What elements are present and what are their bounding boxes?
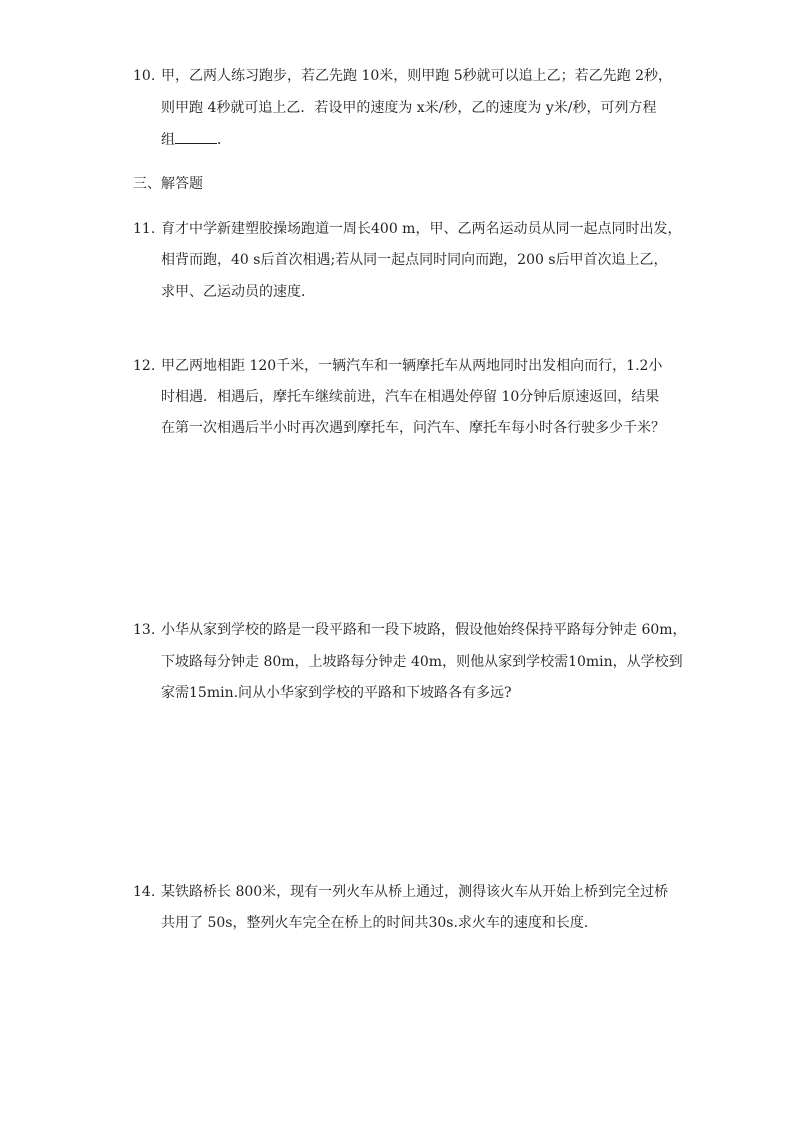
question-14-number: 14. bbox=[133, 884, 156, 900]
question-13-number: 13. bbox=[133, 622, 156, 638]
question-12-line-1: 甲乙两地相距 120千米，一辆汽车和一辆摩托车从两地同时出发相向而行，1.2小 bbox=[161, 358, 663, 374]
question-13-line-3: 家需15min.问从小华家到学校的平路和下坡路各有多远? bbox=[161, 685, 512, 701]
question-10-number: 10. bbox=[133, 68, 156, 84]
question-11-number: 11. bbox=[133, 221, 156, 237]
question-12-line-3: 在第一次相遇后半小时再次遇到摩托车，问汽车、摩托车每小时各行驶多少千米？ bbox=[161, 420, 665, 436]
section-title: 三、解答题 bbox=[133, 176, 203, 192]
question-11-line-3: 求甲、乙运动员的速度． bbox=[161, 284, 315, 300]
question-10-line-3-end: ． bbox=[217, 132, 231, 148]
question-10-line-3-text: 组 bbox=[161, 132, 175, 148]
question-12-line-2: 时相遇．相遇后，摩托车继续前进，汽车在相遇处停留 10分钟后原速返回，结果 bbox=[161, 389, 660, 405]
question-11-line-2: 相背而跑，40 s后首次相遇;若从同一起点同时同向而跑，200 s后甲首次追上乙， bbox=[161, 252, 668, 268]
question-11-line-1: 育才中学新建塑胶操场跑道一周长400 m，甲、乙两名运动员从同一起点同时出发， bbox=[161, 221, 682, 237]
question-10-line-2: 则甲跑 4秒就可追上乙．若设甲的速度为 x米/秒，乙的速度为 y米/秒，可列方程 bbox=[161, 100, 657, 116]
question-14-line-1: 某铁路桥长 800米，现有一列火车从桥上通过，测得该火车从开始上桥到完全过桥 bbox=[161, 884, 669, 900]
question-14-line-2: 共用了 50s，整列火车完全在桥上的时间共30s.求火车的速度和长度． bbox=[161, 915, 598, 931]
question-10-line-3 bbox=[161, 131, 231, 148]
question-13-line-2: 下坡路每分钟走 80m，上坡路每分钟走 40m，则他从家到学校需10min，从学校到 bbox=[161, 654, 683, 670]
question-10-line-1: 甲，乙两人练习跑步，若乙先跑 10米，则甲跑 5秒就可以追上乙；若乙先跑 2秒， bbox=[161, 68, 672, 84]
answer-blank[interactable] bbox=[175, 131, 217, 144]
question-12-number: 12. bbox=[133, 358, 156, 374]
question-13-line-1: 小华从家到学校的路是一段平路和一段下坡路，假设他始终保持平路每分钟走 60m， bbox=[161, 622, 687, 638]
